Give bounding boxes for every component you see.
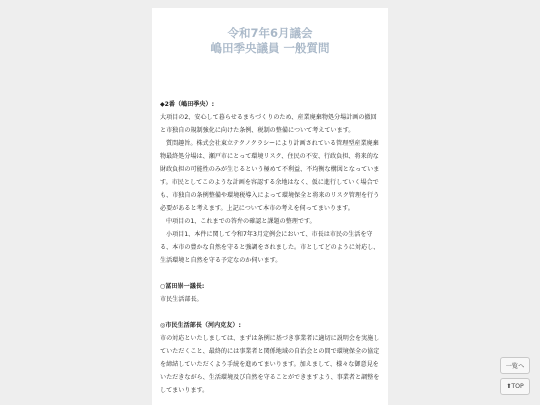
title-line-1: 令和7年6月議会: [227, 26, 313, 40]
document-page: [152, 8, 388, 405]
transcript-paragraph: 質問趣旨。株式会社東立テクノクラシーにより計画されている管理型産業廃棄物最終処分場は、瀬戸市にとって環境リスク、住民の不安、行政負担、将来的な財政負担の可能性のみが生じるという極めて不利益、不均衡な構図となっています。市民としてこのような計画を容認する余地はなく、仮に進行していく場合でも、市独自の条例整備や環境税導入によって環境保全と将来のリスク管理を行う必要があると考えます。上記について本市の考えを伺ってまいります。: [160, 140, 380, 212]
speaker-label: ◆2番（嶋田季央）:: [160, 101, 215, 108]
transcript-content: [152, 98, 388, 397]
title-line-2: 嶋田季央議員 一般質問: [210, 41, 330, 55]
transcript-paragraph: 小項目1、本件に関して令和7年3月定例会において、市長は市民の生活を守る、本市の豊かな自然を守ると強調をされました。市としてどのように対応し、生活環境と自然を守る予定なのか伺います。: [160, 231, 380, 264]
transcript-paragraph: 中項目の1、これまでの答弁の確認と課題の整理です。: [166, 218, 316, 225]
transcript-paragraph: 市民生活部長。: [160, 296, 203, 303]
transcript-paragraph: 市の対応といたしましては、まずは条例に基づき事業者に適切に説明会を実施していただくこと、最終的には事業者と関係地域の自治会との間で環境保全の協定を締結していただくよう手続を進めてまいります。加えまして、様々な御意見をいただきながら、生活環境及び自然を守ることができますよう、事業者と調整をしてまいります。: [160, 335, 380, 394]
back-to-top-button[interactable]: ⬆TOP: [500, 378, 530, 395]
speaker-label: ○冨田崇一議長:: [160, 283, 205, 290]
transcript-paragraph: 大項目の2、安心して暮らせるまちづくりのため、産業廃棄物処分場計画の撤回と市独自の規制強化に向けた条例、税制の整備について考えています。: [160, 114, 377, 134]
page-title: [152, 26, 388, 56]
back-to-list-button[interactable]: 一覧へ: [500, 357, 530, 374]
speaker-label: ◎市民生活部長（河内克友）:: [160, 322, 241, 329]
